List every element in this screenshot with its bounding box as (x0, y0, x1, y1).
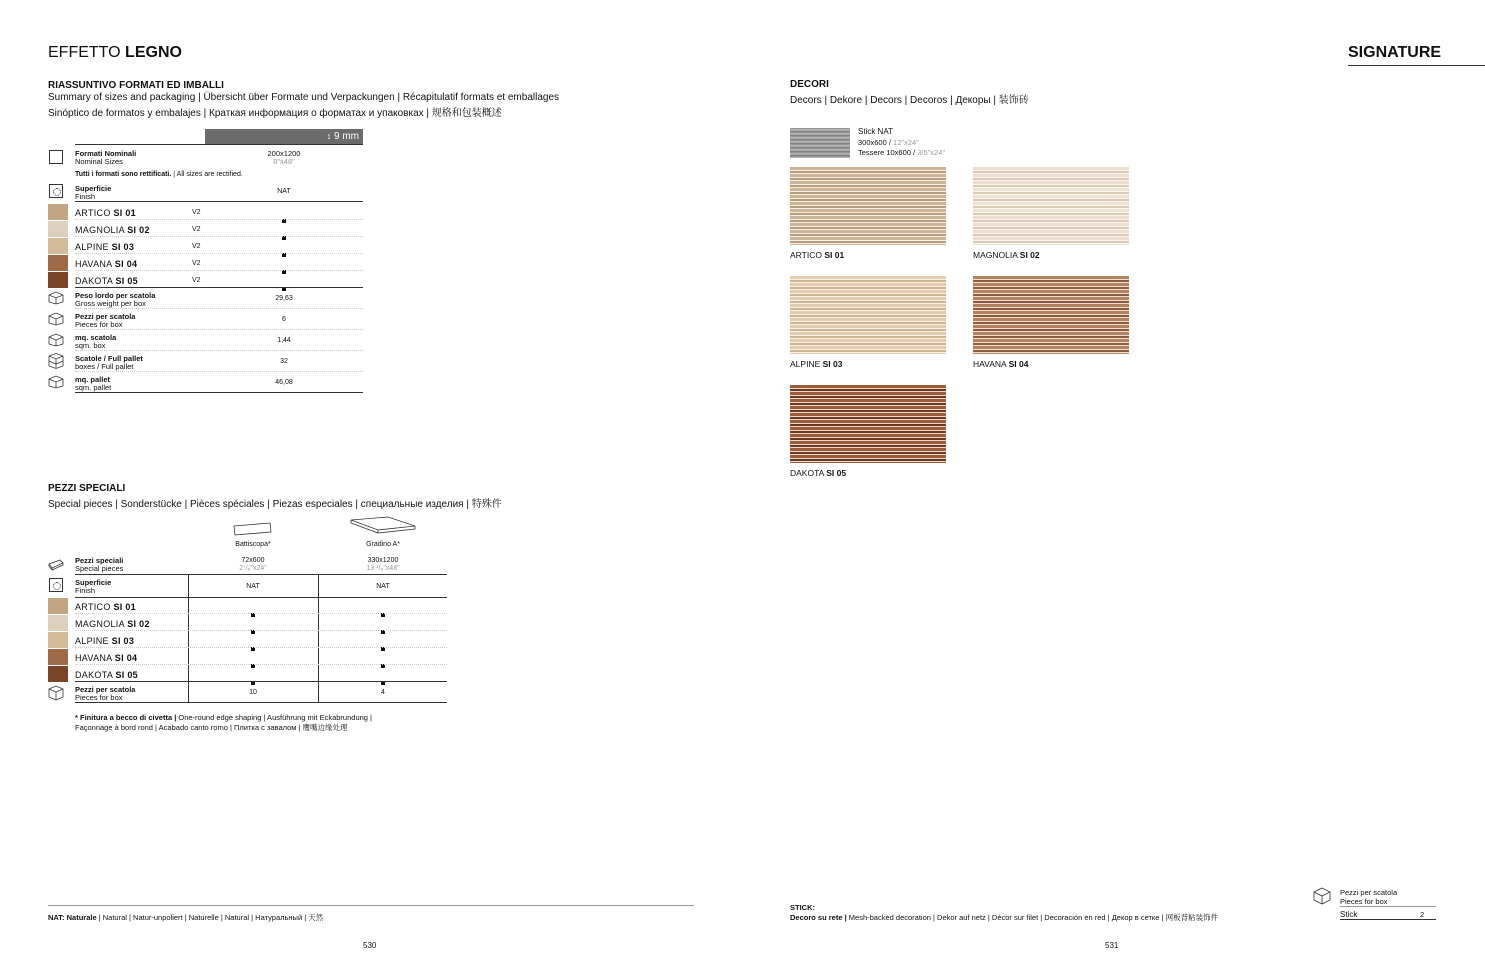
finish-line (75, 597, 447, 598)
variation: V2 (192, 243, 201, 250)
thickness-bar: ↕ 9 mm (205, 129, 363, 144)
table-bottom-line (75, 392, 363, 393)
variation: V2 (192, 209, 201, 216)
swatch-magnolia (48, 615, 68, 631)
pack-sub: Pieces for box (75, 320, 123, 329)
pack-sub: sqm. box (75, 341, 106, 350)
swatch-dakota (48, 272, 68, 288)
box-rule-top (1340, 906, 1436, 907)
finish-col2: NAT (376, 583, 390, 590)
special-top-line (75, 574, 447, 575)
finish-icon (49, 184, 63, 198)
box-value: 2 (1420, 910, 1425, 919)
swatch-alpine (48, 632, 68, 648)
brand-title: SIGNATURE (1348, 44, 1442, 61)
color-row: ARTICO SI 01 (75, 208, 136, 218)
special-pieces-icon (48, 558, 64, 572)
row-divider (75, 219, 363, 220)
ppb-col1: 10 (249, 689, 257, 696)
swatch-havana (48, 255, 68, 271)
decor-label-alpine: ALPINE SI 03 (790, 359, 843, 369)
box-sub: Pieces for box (1340, 897, 1388, 906)
summary-sub1: Summary of sizes and packaging | Übersicht über Formate und Verpackungen | Récapitulatif formats et emballages (48, 92, 560, 103)
row-divider (75, 236, 363, 237)
col2-inch: 13 ¹/₈"x48" (366, 565, 400, 572)
nominal-size: 200x1200 (267, 149, 301, 158)
battiscopa-icon (232, 522, 274, 541)
pieces-sub: Special pieces (75, 564, 124, 573)
decor-tile-magnolia (973, 167, 1129, 245)
decor-label-artico: ARTICO SI 01 (790, 250, 845, 260)
row-divider (75, 371, 363, 372)
nominal-label: Formati Nominali (75, 149, 137, 158)
color-row: MAGNOLIA SI 02 (75, 619, 150, 629)
stick-title: Stick NAT (858, 127, 893, 136)
decor-tile-alpine (790, 276, 946, 354)
pack-value: 32 (280, 358, 288, 365)
pack-label: Peso lordo per scatola (75, 291, 156, 300)
edge-note: * Finitura a becco di civetta | One-round edge shaping | Ausführung mit Eckabrundung | Façonnage à bord rond | Acabado canto romo | Плитка с завалом | 鹰嘴边缘处理 (75, 713, 372, 732)
col1-size: 72x600 (241, 557, 265, 564)
pack-label: Pezzi per scatola (75, 312, 136, 321)
row-divider (75, 664, 447, 665)
nominal-size-inch: 8"x48" (273, 157, 295, 166)
page-title: EFFETTO LEGNO (48, 44, 182, 61)
variation: V2 (192, 260, 201, 267)
pieces-box-icon (48, 685, 64, 699)
sqm-pallet-icon (48, 375, 64, 389)
sqm-box-icon (48, 333, 64, 347)
pallet-boxes-icon (48, 353, 64, 367)
stick-thumbnail (790, 128, 850, 158)
pack-sub: Gross weight per box (75, 299, 146, 308)
decori-heading: DECORI (790, 79, 829, 90)
ppb-col2: 4 (381, 689, 385, 696)
col1-inch: 2⁷/₈"x24" (239, 565, 267, 572)
pack-sub: sqm. pallet (75, 383, 112, 392)
tile-square-icon (49, 150, 63, 164)
pack-value: 29,63 (275, 295, 293, 302)
nominal-sub: Nominal Sizes (75, 157, 123, 166)
decor-label-havana: HAVANA SI 04 (973, 359, 1029, 369)
col2-name: Gradino A* (366, 541, 400, 548)
pack-label: mq. pallet (75, 375, 111, 384)
box-rule-bottom (1340, 919, 1436, 920)
col-divider-1 (188, 574, 189, 702)
row-divider (75, 253, 363, 254)
pack-label: mq. scatola (75, 333, 117, 342)
row-divider (75, 329, 363, 330)
page-number-left: 530 (363, 941, 377, 950)
color-row: MAGNOLIA SI 02 (75, 225, 150, 235)
row-divider (75, 647, 447, 648)
summary-sub2: Sinóptico de formatos y embalajes | Краткая информация о форматах и упаковках | 规格和包装概述 (48, 108, 502, 119)
color-row: DAKOTA SI 05 (75, 670, 138, 680)
col-divider-2 (318, 574, 319, 702)
row-divider (75, 613, 447, 614)
box-item: Stick (1340, 910, 1358, 919)
table-top-line (75, 144, 363, 145)
stick-size: 300x600 / 12"x24" (858, 138, 919, 147)
pack-value: 46,08 (275, 379, 293, 386)
box-label: Pezzi per scatola (1340, 888, 1398, 897)
stick-tessere: Tessere 10x600 / 3/5"x24" (858, 148, 946, 157)
ppb-label: Pezzi per scatola (75, 685, 136, 694)
finish-label: Superficie (75, 184, 112, 193)
swatch-artico (48, 204, 68, 220)
special-heading: PEZZI SPECIALI (48, 483, 126, 494)
decor-tile-dakota (790, 385, 946, 463)
color-row: ALPINE SI 03 (75, 636, 135, 646)
box-weight-icon (48, 291, 64, 305)
stick-footer-title: STICK: (790, 903, 815, 912)
swatch-alpine (48, 238, 68, 254)
finish-sub: Finish (75, 586, 96, 595)
row-divider (75, 630, 447, 631)
summary-heading: RIASSUNTIVO FORMATI ED IMBALLI (48, 80, 224, 91)
swatch-artico (48, 598, 68, 614)
col1-name: Battiscopa* (235, 541, 271, 548)
finish-legend: NAT: Naturale | Natural | Natur-unpoliert | Naturelle | Natural | Натуральный | 天然 (48, 913, 324, 922)
stick-footer-legend: Decoro su rete | Mesh-backed decoration | Dekor auf netz | Décor sur filet | Decoración en red | Декор в сетке | 网板背粘装饰件 (790, 913, 1219, 922)
decor-tile-artico (790, 167, 946, 245)
pack-label: Scatole / Full pallet (75, 354, 143, 363)
decor-tile-havana (973, 276, 1129, 354)
swatch-havana (48, 649, 68, 665)
pack-value: 6 (282, 316, 286, 323)
rectified-note: Tutti i formati sono rettificati. | All sizes are rectified. (75, 171, 243, 178)
special-sub: Special pieces | Sonderstücke | Pièces spéciales | Piezas especiales | специальные изделия | 特殊件 (48, 499, 502, 510)
swatch-dakota (48, 666, 68, 682)
pack-value: 1,44 (277, 337, 291, 344)
finish-col1: NAT (246, 583, 260, 590)
page-number-right: 531 (1105, 941, 1119, 950)
finish-value: NAT (277, 188, 291, 195)
ppb-sub: Pieces for box (75, 693, 123, 702)
row-divider (75, 287, 363, 288)
row-divider (75, 308, 363, 309)
color-row: HAVANA SI 04 (75, 259, 138, 269)
thickness-icon: ↕ (326, 131, 332, 141)
special-bottom-line (75, 702, 447, 703)
box-icon (1313, 887, 1331, 905)
finish-label: Superficie (75, 578, 112, 587)
color-row: ARTICO SI 01 (75, 602, 136, 612)
finish-line (75, 201, 363, 202)
gradino-icon (348, 516, 418, 543)
decor-label-magnolia: MAGNOLIA SI 02 (973, 250, 1040, 260)
pieces-label: Pezzi speciali (75, 556, 124, 565)
decor-label-dakota: DAKOTA SI 05 (790, 468, 847, 478)
footer-rule (48, 905, 694, 906)
color-row: HAVANA SI 04 (75, 653, 138, 663)
color-row: ALPINE SI 03 (75, 242, 135, 252)
brand-rule (1348, 65, 1485, 66)
pack-sub: boxes / Full pallet (75, 362, 134, 371)
swatch-magnolia (48, 221, 68, 237)
finish-icon (49, 578, 63, 592)
decori-sub: Decors | Dekore | Decors | Decoros | Декоры | 装饰砖 (790, 95, 1029, 106)
row-divider (75, 681, 447, 682)
row-divider (75, 270, 363, 271)
pieces-box-icon (48, 312, 64, 326)
variation: V2 (192, 226, 201, 233)
col2-size: 330x1200 (367, 557, 399, 564)
color-row: DAKOTA SI 05 (75, 276, 138, 286)
finish-sub: Finish (75, 192, 96, 201)
row-divider (75, 350, 363, 351)
variation: V2 (192, 277, 201, 284)
